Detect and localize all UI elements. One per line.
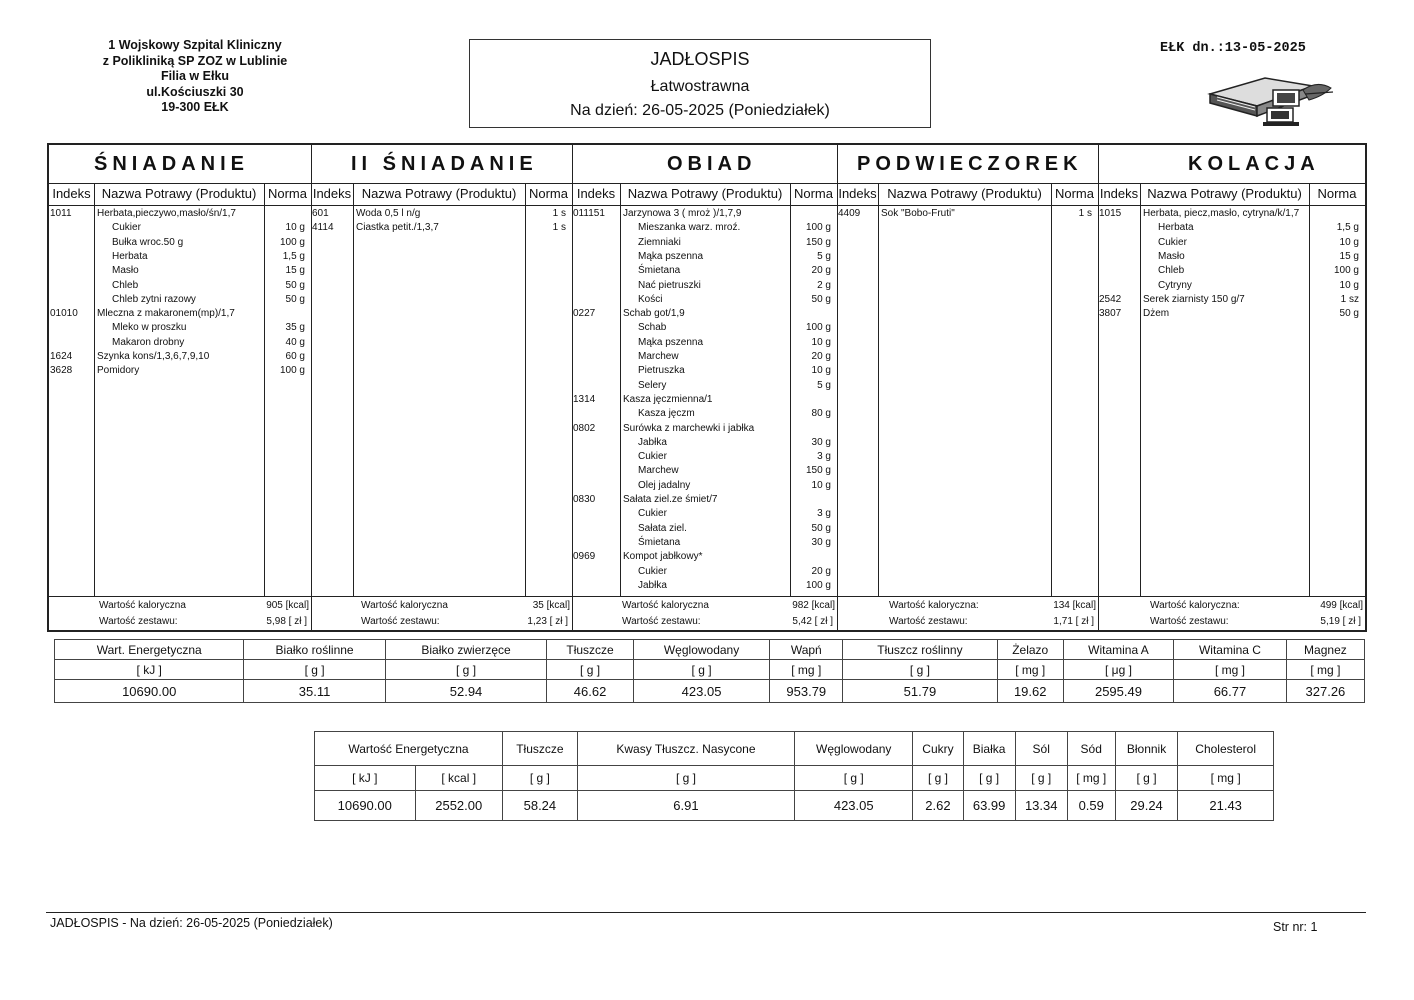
nutrient-unit: [ mg ]	[997, 660, 1063, 680]
row-name: Pomidory	[97, 365, 140, 377]
row-name: Kompot jabłkowy*	[623, 551, 703, 563]
row-name: Kości	[638, 293, 663, 305]
menu-row	[572, 379, 837, 393]
cost-label: Wartość zestawu:	[1150, 616, 1229, 627]
row-norm: 1 s	[552, 208, 566, 219]
row-norm: 80 g	[811, 408, 831, 420]
header-index: Indeks	[52, 186, 91, 201]
menu-row	[572, 207, 837, 221]
nutrient-unit: [ μg ]	[1063, 660, 1173, 680]
menu-row	[572, 364, 837, 378]
nutrient-header: Żelazo	[997, 640, 1063, 660]
nutrient-value: 66.77	[1174, 680, 1287, 703]
nutrient-value: 2552.00	[415, 791, 502, 821]
menu-row	[572, 393, 837, 407]
row-name: Surówka z marchewki i jabłka	[623, 422, 755, 434]
row-name: Herbata, piecz,masło, cytryna/k/1,7	[1143, 208, 1300, 219]
row-norm: 1,5 g	[282, 250, 305, 262]
row-name: Nać pietruszki	[638, 279, 701, 291]
menu-row	[49, 221, 311, 235]
nutrient-header: Cukry	[913, 732, 963, 766]
row-name: Chleb	[1158, 265, 1185, 277]
hospital-line-4: ul.Kościuszki 30	[146, 84, 244, 99]
nutrient-header: Tłuszcze	[547, 640, 633, 660]
menu-row	[49, 250, 311, 264]
menu-row	[572, 307, 837, 321]
nutrient-value: 423.05	[633, 680, 770, 703]
cost-label: Wartość zestawu:	[889, 616, 968, 627]
nutrient-value: 423.05	[795, 791, 913, 821]
menu-grid	[47, 143, 1367, 632]
menu-row	[572, 579, 837, 593]
column-divider	[353, 183, 354, 596]
column-divider	[1051, 183, 1052, 596]
row-name: Chleb	[112, 279, 139, 291]
row-norm: 150 g	[805, 465, 831, 477]
row-name: Selery	[638, 379, 667, 391]
row-name: Sałata ziel.	[638, 522, 687, 534]
nutrient-unit: [ g ]	[1015, 766, 1067, 791]
row-norm: 100 g	[279, 236, 305, 248]
menu-row	[49, 364, 311, 378]
row-name: Mleko w proszku	[112, 322, 187, 334]
header-norm: Norma	[267, 186, 307, 201]
hospital-line-5: 19-300 EŁK	[161, 100, 229, 114]
header-norm: Norma	[1317, 186, 1357, 201]
meal-obiad	[572, 145, 837, 630]
menu-row	[572, 565, 837, 579]
meal-summary	[311, 596, 572, 631]
nutrient-header: Witamina A	[1063, 640, 1173, 660]
nutrient-header: Białko zwierzęce	[385, 640, 547, 660]
row-name: Olej jadalny	[638, 479, 691, 491]
row-name: Śmietana	[638, 265, 681, 277]
row-name: Sok "Bobo-Fruti"	[881, 208, 955, 219]
row-name: Herbata	[1158, 222, 1194, 234]
nutrient-value: 2.62	[913, 791, 963, 821]
nutrient-header: Węglowodany	[795, 732, 913, 766]
column-headers	[1098, 183, 1365, 206]
diet-name: Łatwostrawna	[650, 78, 750, 95]
nutrition-table-2	[314, 731, 1274, 821]
menu-row	[1098, 207, 1365, 221]
row-norm: 40 g	[285, 336, 305, 348]
row-norm: 20 g	[811, 565, 831, 577]
menu-row	[49, 207, 311, 221]
row-norm: 50 g	[1339, 308, 1359, 320]
cost-value: 5,98 [ zł ]	[266, 616, 307, 627]
row-index: 4409	[838, 208, 861, 219]
nutrient-header: Wartość Energetyczna	[315, 732, 503, 766]
nutrient-value: 35.11	[244, 680, 385, 703]
nutrient-header: Sól	[1015, 732, 1067, 766]
nutrient-unit: [ mg ]	[1178, 766, 1274, 791]
nutrient-value: 953.79	[770, 680, 843, 703]
column-divider	[878, 183, 879, 596]
header-name: Nazwa Potrawy (Produktu)	[1147, 186, 1302, 201]
row-name: Schab	[638, 322, 667, 334]
row-index: 3807	[1099, 308, 1122, 320]
header-index: Indeks	[1099, 186, 1139, 201]
menu-row	[572, 479, 837, 493]
page-number: Str nr: 1	[1273, 920, 1318, 934]
nutrient-value: 6.91	[577, 791, 794, 821]
menu-row	[49, 279, 311, 293]
row-norm: 10 g	[811, 336, 831, 348]
kcal-value: 499 [kcal]	[1320, 600, 1363, 611]
menu-row	[1098, 279, 1365, 293]
row-name: Mąka pszenna	[638, 336, 704, 348]
nutrient-unit: [ g ]	[385, 660, 547, 680]
row-norm: 100 g	[805, 322, 831, 334]
meal-title: KOLACJA	[1098, 145, 1365, 184]
nutrient-value: 29.24	[1115, 791, 1178, 821]
menu-row	[572, 250, 837, 264]
row-index: 0227	[573, 308, 596, 320]
row-name: Marchew	[638, 465, 679, 477]
row-norm: 100 g	[279, 365, 305, 377]
cost-value: 1,71 [ zł ]	[1053, 616, 1094, 627]
meal-summary	[572, 596, 837, 631]
nutrient-unit: [ kJ ]	[55, 660, 244, 680]
menu-row	[572, 507, 837, 521]
meal-sniadanie	[49, 145, 311, 630]
row-name: Cukier	[1158, 236, 1187, 248]
menu-row	[49, 236, 311, 250]
row-norm: 30 g	[811, 536, 831, 548]
row-norm: 100 g	[805, 579, 831, 591]
row-name: Dżem	[1143, 308, 1170, 320]
kcal-label: Wartość kaloryczna	[361, 600, 448, 611]
row-norm: 35 g	[285, 322, 305, 334]
menu-row	[572, 293, 837, 307]
menu-row	[572, 236, 837, 250]
kcal-label: Wartość kaloryczna:	[889, 600, 979, 611]
cost-value: 1,23 [ zł ]	[527, 616, 568, 627]
column-headers	[49, 183, 311, 206]
kcal-value: 35 [kcal]	[532, 600, 570, 611]
row-name: Jabłka	[638, 436, 667, 448]
row-norm: 50 g	[811, 293, 831, 305]
header-norm: Norma	[793, 186, 833, 201]
nutrient-value: 10690.00	[315, 791, 416, 821]
row-name: Kasza jęczm	[638, 408, 695, 420]
nutrition-table-1	[54, 639, 1365, 703]
row-norm: 10 g	[285, 222, 305, 234]
row-index: 1624	[50, 351, 73, 362]
row-name: Serek ziarnisty 150 g/7	[1143, 293, 1245, 305]
nutrient-header: Białka	[963, 732, 1015, 766]
hospital-address	[60, 38, 330, 116]
nutrient-unit: [ g ]	[913, 766, 963, 791]
book-computer-logo	[1205, 72, 1340, 127]
nutrient-value: 19.62	[997, 680, 1063, 703]
meal-kolacja	[1098, 145, 1365, 630]
row-norm: 100 g	[805, 222, 831, 234]
row-name: Mąka pszenna	[638, 250, 704, 262]
row-index: 0830	[573, 494, 596, 505]
menu-row	[49, 293, 311, 307]
cost-value: 5,42 [ zł ]	[792, 616, 833, 627]
menu-row	[49, 350, 311, 364]
meal-title: OBIAD	[572, 145, 837, 184]
cost-value: 5,19 [ zł ]	[1320, 616, 1361, 627]
nutrient-header: Cholesterol	[1178, 732, 1274, 766]
menu-row	[49, 336, 311, 350]
menu-row	[572, 493, 837, 507]
row-norm: 15 g	[1339, 250, 1359, 262]
nutrient-unit: [ g ]	[547, 660, 633, 680]
header-name: Nazwa Potrawy (Produktu)	[887, 186, 1042, 201]
menu-row	[1098, 293, 1365, 307]
menu-row	[572, 221, 837, 235]
row-name: Jabłka	[638, 579, 667, 591]
menu-row	[311, 221, 572, 235]
row-index: 1314	[573, 393, 596, 405]
menu-row	[572, 321, 837, 335]
header-name: Nazwa Potrawy (Produktu)	[361, 186, 517, 201]
nutrient-value: 21.43	[1178, 791, 1274, 821]
row-index: 601	[312, 208, 329, 219]
menu-row	[572, 279, 837, 293]
nutrient-unit: [ mg ]	[1174, 660, 1287, 680]
header-index: Indeks	[576, 186, 616, 201]
menu-row	[1098, 250, 1365, 264]
row-norm: 10 g	[1339, 279, 1359, 291]
menu-row	[49, 264, 311, 278]
row-norm: 3 g	[817, 508, 831, 520]
nutrient-value: 2595.49	[1063, 680, 1173, 703]
row-name: Schab got/1,9	[623, 308, 685, 320]
title-box	[469, 39, 931, 128]
nutrient-unit: [ g ]	[963, 766, 1015, 791]
menu-row	[49, 321, 311, 335]
kcal-label: Wartość kaloryczna	[622, 600, 709, 611]
menu-row	[572, 464, 837, 478]
row-norm: 50 g	[285, 279, 305, 291]
row-name: Sałata ziel.ze śmiet/7	[623, 494, 718, 505]
row-index: 0969	[573, 551, 596, 563]
cost-label: Wartość zestawu:	[99, 616, 178, 627]
row-name: Mieszanka warz. mroź.	[638, 222, 741, 234]
row-norm: 20 g	[811, 351, 831, 362]
meal-ii-sniadanie	[311, 145, 572, 630]
header-index: Indeks	[838, 186, 877, 201]
row-index: 1015	[1099, 208, 1122, 219]
header-name: Nazwa Potrawy (Produktu)	[627, 186, 783, 201]
row-index: 4114	[312, 222, 334, 234]
row-norm: 50 g	[811, 522, 831, 534]
row-name: Masło	[112, 265, 139, 277]
header-norm: Norma	[528, 186, 568, 201]
row-norm: 10 g	[1339, 236, 1359, 248]
footer-title: JADŁOSPIS - Na dzień: 26-05-2025 (Poniedziałek)	[50, 916, 333, 930]
row-index: 011151	[573, 208, 605, 219]
kcal-label: Wartość kaloryczna:	[1150, 600, 1240, 611]
nutrient-header: Węglowodany	[633, 640, 770, 660]
nutrient-header: Błonnik	[1115, 732, 1178, 766]
row-index: 01010	[50, 308, 78, 320]
row-norm: 10 g	[811, 365, 831, 377]
menu-row	[1098, 236, 1365, 250]
nutrient-header: Tłuszcze	[502, 732, 577, 766]
meal-podwieczorek	[837, 145, 1098, 630]
row-name: Śmietana	[638, 536, 681, 548]
page-title: JADŁOSPIS	[650, 49, 750, 69]
row-name: Herbata,pieczywo,masło/śn/1,7	[97, 208, 236, 219]
kcal-value: 134 [kcal]	[1053, 600, 1096, 611]
footer-divider	[46, 912, 1366, 913]
hospital-line-3: Filia w Ełku	[160, 69, 230, 83]
nutrient-header: Magnez	[1286, 640, 1364, 660]
row-name: Chleb zytni razowy	[112, 293, 196, 305]
menu-row	[572, 422, 837, 436]
row-name: Cukier	[112, 222, 141, 234]
header-name: Nazwa Potrawy (Produktu)	[101, 186, 257, 201]
row-name: Marchew	[638, 351, 679, 362]
row-norm: 10 g	[811, 479, 831, 491]
header-norm: Norma	[1054, 186, 1094, 201]
nutrient-unit: [ mg ]	[1067, 766, 1115, 791]
row-name: Kasza jęczmienna/1	[623, 393, 713, 405]
row-name: Mleczna z makaronem(mp)/1,7	[97, 308, 235, 320]
nutrient-unit: [ mg ]	[1286, 660, 1364, 680]
row-norm: 30 g	[811, 436, 831, 448]
row-name: Pietruszka	[638, 365, 685, 377]
cost-label: Wartość zestawu:	[622, 616, 701, 627]
cost-label: Wartość zestawu:	[361, 616, 440, 627]
nutrient-header: Tłuszcz roślinny	[843, 640, 997, 660]
meal-summary	[49, 596, 311, 631]
row-norm: 150 g	[805, 236, 831, 248]
menu-row	[49, 307, 311, 321]
menu-row	[572, 450, 837, 464]
meal-title: PODWIECZOREK	[837, 145, 1098, 184]
menu-date: Na dzień: 26-05-2025 (Poniedziałek)	[570, 102, 830, 119]
menu-row	[572, 536, 837, 550]
row-name: Jarzynowa 3 ( mroż )/1,7,9	[623, 208, 742, 219]
menu-row	[572, 550, 837, 564]
nutrient-unit: [ g ]	[1115, 766, 1178, 791]
menu-row	[837, 207, 1098, 221]
menu-row	[1098, 307, 1365, 321]
row-norm: 100 g	[1333, 265, 1359, 277]
nutrient-value: 10690.00	[55, 680, 244, 703]
column-headers	[837, 183, 1098, 206]
menu-row	[572, 336, 837, 350]
row-norm: 2 g	[817, 279, 831, 291]
nutrient-value: 0.59	[1067, 791, 1115, 821]
nutrient-unit: [ g ]	[843, 660, 997, 680]
nutrient-unit: [ kcal ]	[415, 766, 502, 791]
nutrient-header: Wapń	[770, 640, 843, 660]
row-index: 3628	[50, 365, 73, 377]
menu-row	[572, 350, 837, 364]
nutrient-unit: [ kJ ]	[315, 766, 416, 791]
nutrient-unit: [ g ]	[577, 766, 794, 791]
row-norm: 1 s	[1078, 208, 1092, 219]
nutrient-header: Kwasy Tłuszcz. Nasycone	[577, 732, 794, 766]
nutrient-value: 46.62	[547, 680, 633, 703]
meal-title: ŚNIADANIE	[49, 145, 311, 184]
meal-summary	[1098, 596, 1365, 631]
header-index: Indeks	[312, 186, 352, 201]
menu-row	[572, 522, 837, 536]
meal-title: II ŚNIADANIE	[311, 145, 572, 184]
row-name: Szynka kons/1,3,6,7,9,10	[97, 351, 210, 362]
row-norm: 3 g	[817, 451, 831, 463]
row-norm: 5 g	[817, 379, 831, 391]
column-headers	[311, 183, 572, 206]
issue-date: EŁK dn.:13-05-2025	[1160, 41, 1306, 56]
menu-row	[1098, 264, 1365, 278]
column-headers	[572, 183, 837, 206]
row-index: 2542	[1099, 293, 1122, 305]
row-name: Herbata	[112, 250, 148, 262]
row-norm: 1 s	[552, 222, 566, 234]
hospital-line-2: z Polikliniką SP ZOZ w Lublinie	[102, 53, 288, 68]
nutrient-unit: [ g ]	[633, 660, 770, 680]
nutrient-value: 58.24	[502, 791, 577, 821]
nutrient-value: 51.79	[843, 680, 997, 703]
nutrient-value: 327.26	[1286, 680, 1364, 703]
row-index: 1011	[50, 208, 72, 219]
menu-row	[572, 436, 837, 450]
menu-row	[311, 207, 572, 221]
nutrient-value: 52.94	[385, 680, 547, 703]
row-name: Bułka wroc.50 g	[112, 236, 184, 248]
nutrient-value: 13.34	[1015, 791, 1067, 821]
row-name: Masło	[1158, 250, 1185, 262]
row-norm: 1 sz	[1340, 293, 1359, 305]
nutrient-header: Witamina C	[1174, 640, 1287, 660]
kcal-value: 982 [kcal]	[792, 600, 835, 611]
row-name: Cytryny	[1158, 279, 1192, 291]
row-norm: 5 g	[817, 250, 831, 262]
row-name: Woda 0,5 l n/g	[356, 208, 421, 219]
nutrient-value: 63.99	[963, 791, 1015, 821]
row-index: 0802	[573, 422, 596, 434]
nutrient-unit: [ g ]	[502, 766, 577, 791]
menu-row	[1098, 221, 1365, 235]
nutrient-header: Sód	[1067, 732, 1115, 766]
nutrient-unit: [ g ]	[244, 660, 385, 680]
nutrient-header: Wart. Energetyczna	[55, 640, 244, 660]
nutrient-header: Białko roślinne	[244, 640, 385, 660]
row-norm: 50 g	[285, 293, 305, 305]
kcal-value: 905 [kcal]	[266, 600, 309, 611]
row-name: Cukier	[638, 565, 667, 577]
nutrient-unit: [ mg ]	[770, 660, 843, 680]
row-name: Ziemniaki	[638, 236, 681, 248]
row-norm: 60 g	[285, 351, 305, 362]
menu-row	[572, 264, 837, 278]
column-divider	[525, 183, 526, 596]
row-norm: 20 g	[811, 265, 831, 277]
menu-row	[572, 407, 837, 421]
row-norm: 1,5 g	[1336, 222, 1359, 234]
row-name: Makaron drobny	[112, 336, 185, 348]
row-name: Cukier	[638, 508, 667, 520]
kcal-label: Wartość kaloryczna	[99, 600, 186, 611]
row-norm: 15 g	[285, 265, 305, 277]
hospital-line-1: 1 Wojskowy Szpital Kliniczny	[108, 38, 282, 52]
row-name: Cukier	[638, 451, 667, 463]
meal-summary	[837, 596, 1098, 631]
row-name: Ciastka petit./1,3,7	[356, 222, 439, 234]
nutrient-unit: [ g ]	[795, 766, 913, 791]
